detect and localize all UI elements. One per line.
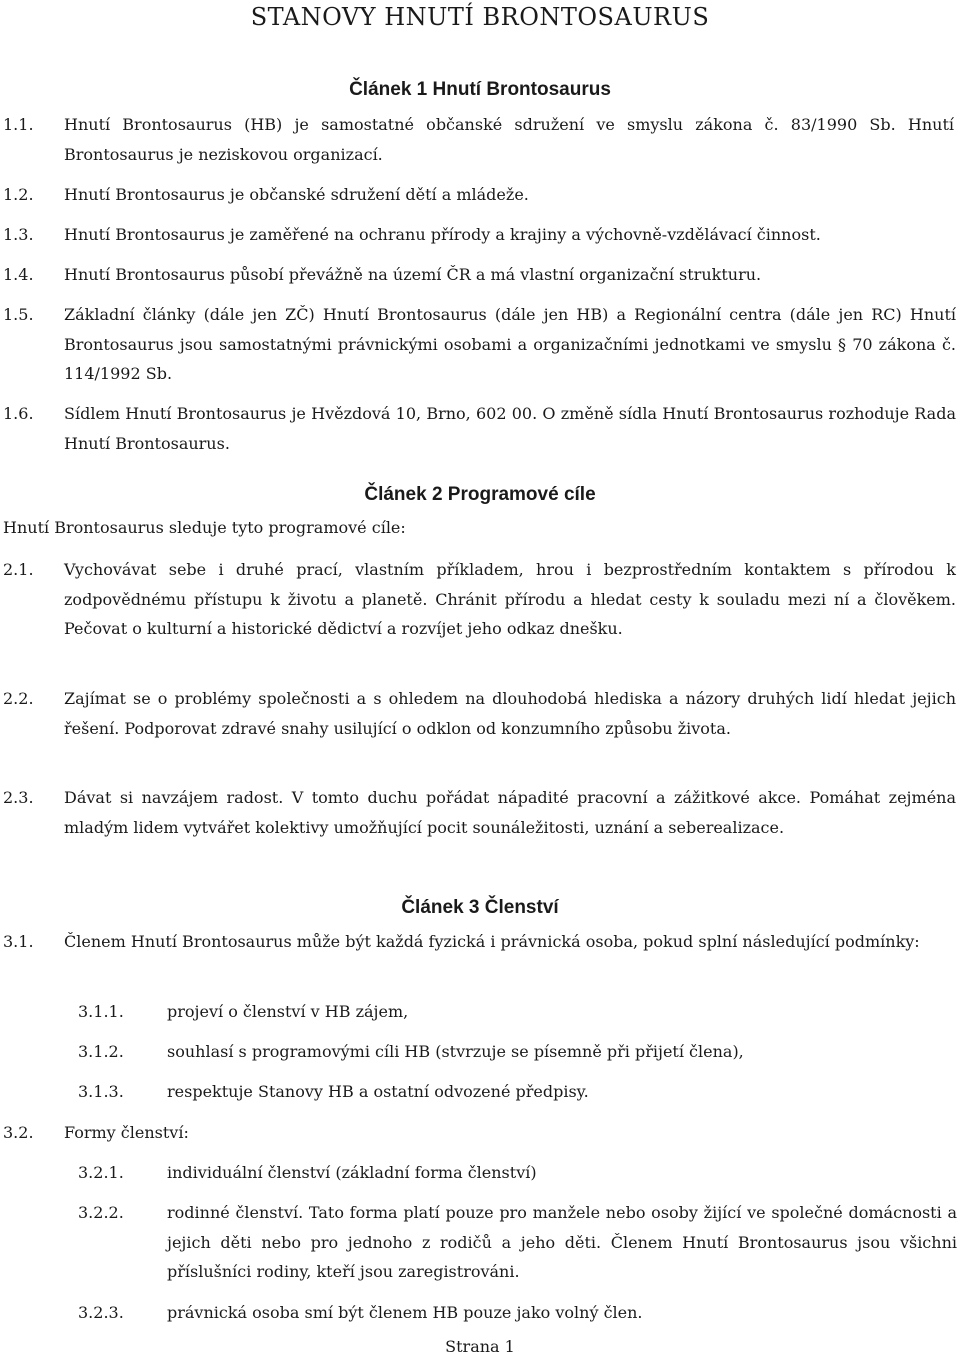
subitem-text: rodinné členství. Tato forma platí pouze pro manžele nebo osoby žijící ve společné domácnosti a jejich děti nebo pro jednoho z rodičů a jeho děti. Členem Hnutí Brontosaurus jsou všichni příslušníci rodiny, kteří jsou zaregistrováni.: [167, 1203, 957, 1282]
subitem-text: respektuje Stanovy HB a ostatní odvozené předpisy.: [167, 1082, 589, 1101]
article-2-heading: Článek 2 Programové cíle: [364, 484, 596, 505]
subitem-text: individuální členství (základní forma členství): [167, 1163, 537, 1182]
item-number: 1.3.: [3, 225, 34, 244]
subitem-text: projeví o členství v HB zájem,: [167, 1002, 409, 1021]
subitem-text: právnická osoba smí být členem HB pouze jako volný člen.: [167, 1303, 643, 1322]
subitem-number: 3.2.3.: [78, 1303, 124, 1322]
item-text: Hnutí Brontosaurus působí převážně na území ČR a má vlastní organizační strukturu.: [64, 265, 762, 284]
item-number: 1.1.: [3, 115, 34, 134]
item-text: Zajímat se o problémy společnosti a s ohledem na dlouhodobá hlediska a názory druhých lidí hledat jejich řešení. Podporovat zdravé snahy usilující o odklon od konzumního způsobu života.: [64, 689, 956, 738]
item-text: Dávat si navzájem radost. V tomto duchu pořádat nápadité pracovní a zážitkové akce. Pomáhat zejména mladým lidem vytvářet kolektivy umožňující pocit sounáležitosti, uznání a seberealizace.: [64, 788, 956, 837]
item-number: 1.4.: [3, 265, 34, 284]
article-3-heading: Článek 3 Členství: [401, 897, 559, 918]
item-text: Hnutí Brontosaurus je občanské sdružení dětí a mládeže.: [64, 185, 529, 204]
article-1-heading: Článek 1 Hnutí Brontosaurus: [349, 79, 611, 100]
subitem-number: 3.1.2.: [78, 1042, 124, 1061]
article-2-intro: Hnutí Brontosaurus sleduje tyto programové cíle:: [3, 518, 406, 537]
item-text: Vychovávat sebe i druhé prací, vlastním příkladem, hrou i bezprostředním kontaktem s přírodou k zodpovědnému přístupu k životu a planetě. Chránit přírodu a hledat cesty k souladu mezi ní a člověkem. Pečovat o kulturní a historické dědictví a rozvíjet jeho odkaz dnešku.: [64, 560, 956, 639]
item-number: 2.1.: [3, 560, 34, 579]
item-text: Hnutí Brontosaurus je zaměřené na ochranu přírody a krajiny a výchovně-vzdělávací činnost.: [64, 225, 821, 244]
item-number: 1.2.: [3, 185, 34, 204]
item-number: 1.5.: [3, 305, 34, 324]
item-text: Základní články (dále jen ZČ) Hnutí Brontosaurus (dále jen HB) a Regionální centra (dále jen RC) Hnutí Brontosaurus jsou samostatnými právnickými osobami a organizačními jednotkami ve smyslu § 70 zákona č. 114/1992 Sb.: [64, 305, 956, 384]
item-number: 3.2.: [3, 1123, 34, 1142]
item-text: Členem Hnutí Brontosaurus může být každá fyzická i právnická osoba, pokud splní následující podmínky:: [64, 932, 920, 951]
item-text: Hnutí Brontosaurus (HB) je samostatné občanské sdružení ve smyslu zákona č. 83/1990 Sb. Hnutí Brontosaurus je neziskovou organizací.: [64, 115, 954, 164]
item-number: 3.1.: [3, 932, 34, 951]
item-text: Formy členství:: [64, 1123, 189, 1142]
subitem-number: 3.2.2.: [78, 1203, 124, 1222]
subitem-number: 3.2.1.: [78, 1163, 124, 1182]
item-text: Sídlem Hnutí Brontosaurus je Hvězdová 10, Brno, 602 00. O změně sídla Hnutí Brontosaurus rozhoduje Rada Hnutí Brontosaurus.: [64, 404, 956, 453]
page-footer: Strana 1: [445, 1337, 515, 1356]
subitem-text: souhlasí s programovými cíli HB (stvrzuje se písemně při přijetí člena),: [167, 1042, 744, 1061]
item-number: 2.2.: [3, 689, 34, 708]
document-title: STANOVY HNUTÍ BRONTOSAURUS: [250, 3, 710, 31]
item-number: 1.6.: [3, 404, 34, 423]
item-number: 2.3.: [3, 788, 34, 807]
subitem-number: 3.1.1.: [78, 1002, 124, 1021]
subitem-number: 3.1.3.: [78, 1082, 124, 1101]
